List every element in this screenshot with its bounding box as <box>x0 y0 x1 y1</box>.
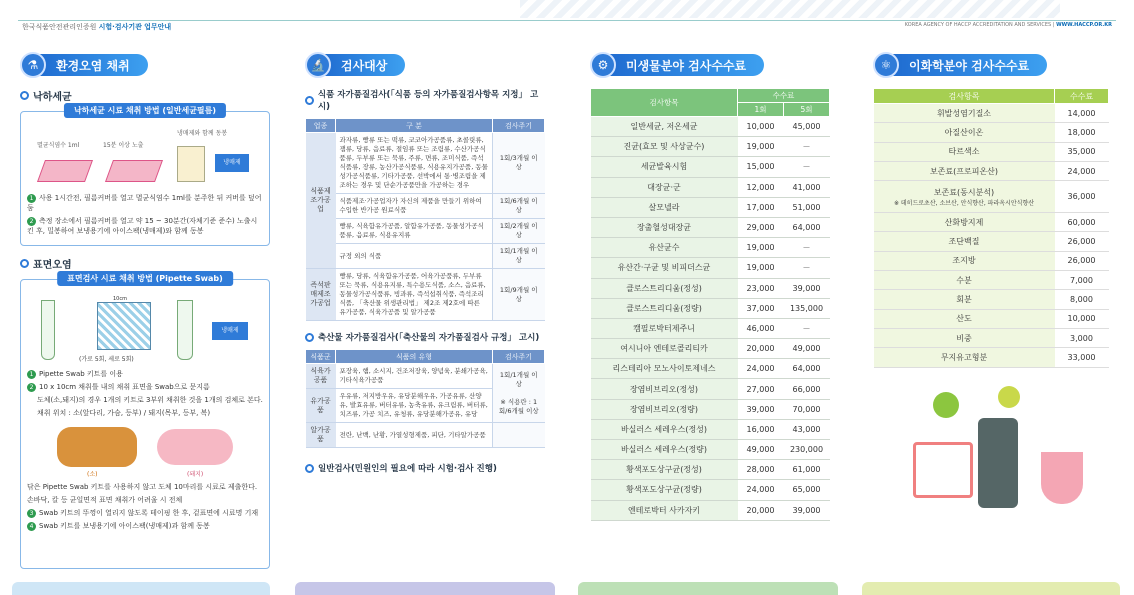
chem-item: 휘발성염기질소 <box>874 104 1055 123</box>
film-1 <box>37 160 93 182</box>
micro-row <box>591 258 830 278</box>
chem-row <box>874 142 1109 161</box>
livestock-test-heading: 축산물 자가품질검사(「축산물의 자가품질검사 규정」 고시) <box>305 331 545 343</box>
chem-row <box>874 213 1109 232</box>
ice-pack-icon: 냉매제 <box>215 154 249 172</box>
micro-fee: 24,000 <box>738 480 784 500</box>
micro-item: 바실러스 세레우스(정량) <box>591 440 738 460</box>
chem-row <box>874 104 1109 123</box>
micro-row <box>591 440 830 460</box>
micro-fee: 64,000 <box>784 217 830 237</box>
chem-fee: 33,000 <box>1055 348 1109 367</box>
food-types: 과자류, 빵류 또는 떡류, 코코아가공품류, 초콜릿류, 잼류, 당류, 음료류, 절임류 또는 조림류, 수산가공식품류, 두부류 또는 묵류, 주류, 면류, 조미식품, 즉석식품류, 장류, 농산가공식품류, 식용유지가공품, 동물성가공식품류, 기타가공품, 선박에서 통·병조림을 제조하는 경우 및 단순가공품만을 가공하는 경우 <box>336 133 493 194</box>
micro-item: 장염비브리오(정성) <box>591 379 738 399</box>
chem-row <box>874 348 1109 367</box>
chem-fee: 26,000 <box>1055 251 1109 270</box>
micro-fee: 39,000 <box>738 399 784 419</box>
test-tube-rack-icon <box>913 442 973 498</box>
micro-row <box>591 278 830 298</box>
micro-item: 장출혈성대장균 <box>591 217 738 237</box>
swab-ice-pack: 냉매제 <box>212 322 248 340</box>
micro-fee: 230,000 <box>784 440 830 460</box>
micro-fee: － <box>784 258 830 278</box>
micro-item: 진균(효모 및 사상균수) <box>591 137 738 157</box>
micro-fee: 27,000 <box>738 379 784 399</box>
target-section-title <box>305 52 545 78</box>
micro-fee: 37,000 <box>738 298 784 318</box>
chem-fee: 24,000 <box>1055 161 1109 180</box>
chem-row <box>874 251 1109 270</box>
film-2 <box>105 160 163 182</box>
micro-fee: 12,000 <box>738 177 784 197</box>
food-types: 규정 외의 식품 <box>336 244 493 269</box>
chem-item: 아질산이온 <box>874 123 1055 142</box>
micro-fee: 20,000 <box>738 500 784 520</box>
micro-fee: 65,000 <box>784 480 830 500</box>
surface-box-label: 표면검사 시료 채취 방법 (Pipette Swab) <box>57 271 233 286</box>
micro-item: 살모넬라 <box>591 197 738 217</box>
micro-fee: 41,000 <box>784 177 830 197</box>
micro-fee: 66,000 <box>784 379 830 399</box>
micro-column <box>590 52 830 572</box>
food-row <box>306 194 545 219</box>
micro-fee: 70,000 <box>784 399 830 419</box>
chem-fee: 35,000 <box>1055 142 1109 161</box>
falling-bacteria-box-label: 낙하세균 시료 채취 방법 (일반세균필름) <box>64 103 226 118</box>
pig-icon <box>157 429 233 465</box>
micro-row <box>591 480 830 500</box>
molecule-icon: ⚛ <box>873 52 899 78</box>
falling-note-2: 2 측정 장소에서 필름커버를 열고 약 15 ~ 30분간(자체기준 준수) 노출시킨 후, 밀봉하여 보냉용기에 아이스팩(냉매제)와 함께 동봉 <box>27 217 258 235</box>
animal-illustration: (소) (돼지) <box>27 421 263 479</box>
micro-row <box>591 177 830 197</box>
surface-note-7: 3 Swab 키트의 뚜껑이 열리지 않도록 테이핑 한 후, 겉표면에 시료명 기재 <box>27 508 263 518</box>
surface-note-5: 닦은 Pipette Swab 키트를 사용하지 않고 도체 10마리를 시료로 제출한다. <box>27 483 258 491</box>
chem-fee: 3,000 <box>1055 328 1109 347</box>
micro-fee: 10,000 <box>738 117 784 137</box>
micro-row <box>591 197 830 217</box>
micro-item: 엔테로박터 사카자키 <box>591 500 738 520</box>
micro-row <box>591 379 830 399</box>
chem-row <box>874 161 1109 180</box>
micro-item: 장염비브리오(정량) <box>591 399 738 419</box>
bacteria-icon: ⚙ <box>590 52 616 78</box>
micro-fee: 49,000 <box>738 440 784 460</box>
micro-item: 유산간·구균 및 비피더스균 <box>591 258 738 278</box>
flask-icon <box>1041 452 1083 504</box>
food-row <box>306 133 545 194</box>
micro-row <box>591 339 830 359</box>
micro-item: 유산균수 <box>591 238 738 258</box>
chem-item: 무지유고형분 <box>874 348 1055 367</box>
footer-tab-4 <box>862 582 1120 595</box>
micro-fee: 51,000 <box>784 197 830 217</box>
micro-fee: 19,000 <box>738 238 784 258</box>
micro-item: 일반세균, 저온세균 <box>591 117 738 137</box>
micro-fee: 46,000 <box>738 318 784 338</box>
chem-fee: 36,000 <box>1055 181 1109 213</box>
chem-fee: 7,000 <box>1055 271 1109 290</box>
micro-fee: 23,000 <box>738 278 784 298</box>
chem-title: 이화학분야 검사수수료 <box>889 54 1047 76</box>
micro-fee: 39,000 <box>784 278 830 298</box>
general-test-heading: 일반검사(민원인의 필요에 따라 시험·검사 진행) <box>305 462 545 474</box>
chem-note: ※ 데히드로초산, 소브산, 안식향산, 파라옥시안식향산 <box>893 199 1035 207</box>
germ-icon <box>933 392 959 418</box>
micro-row <box>591 318 830 338</box>
micro-fee: 24,000 <box>738 359 784 379</box>
micro-item: 클로스트리디움(정량) <box>591 298 738 318</box>
micro-fee-table: 검사항목 수수료 1회 5회 일반세균, 저온세균 10,000 45,000 진균(효모 및 사상균수) 19,000 － 세균발육시험 15,000 － 대장균·군 12,000 41,000 살모넬라 17,000 51,000 장출혈성대장균 29,000 64,000 유산균수 19,000 － 유산간·구균 및 비피더스균 19,000 － 클로스트리디움(정성) 23,000 39,000 클로스트리디움(정량) 37,000 135,000 캠필로박터제주니 46,000 － 여시니아 엔테로콜리티카 20,000 49,000 리스테리아 모노사이토제네스 24,000 64,000 장염비브리오(정성) 27,000 66,000 장염비브리오(정량) 39,000 70,000 바실러스 세레우스(정성) 16,000 43,000 바실러스 세레우스(정량) 49,000 230,000 황색포도상구균(정성) 28,000 61,000 황색포도상구균(정량) 24,000 65,000 엔테로박터 사카자키 20,000 39,000 <box>590 88 830 521</box>
micro-row <box>591 500 830 520</box>
micro-fee: － <box>784 318 830 338</box>
micro-fee: － <box>784 238 830 258</box>
food-period: 1회/1개월 이상 <box>493 244 545 269</box>
micro-fee: 61,000 <box>784 460 830 480</box>
micro-item: 바실러스 세레우스(정성) <box>591 419 738 439</box>
target-column <box>305 52 545 572</box>
header-org: 한국식품안전관리인증원 시험·검사기관 업무안내 <box>22 23 172 31</box>
swab-illustration: 10cm (가로 5회, 세로 5회) 냉매제 <box>27 296 263 366</box>
micro-title: 미생물분야 검사수수료 <box>606 54 764 76</box>
surface-note-4: 채취 위치 : 소(앞다리, 가슴, 등부) / 돼지(목부, 등부, 복) <box>37 409 211 417</box>
food-row <box>306 219 545 244</box>
livestock-test-table: 식품군 식품의 유형 검사주기 식육가공품 포장육, 햄, 소시지, 건조저장육, 양념육, 분쇄가공육, 기타식육가공품 1회/1개월 이상 ※ 식용란 : 1회/6개월 이상 유가공품 우유류, 저지방우유, 유당분해우유, 가공유류, 산양유, 발효유류, 버터유류, 농축유류, 유크림류, 버터류, 치즈류, 가공 치즈, 유청류, 유당분해가공유, 유당 알가공품 전란, 난백, 난황, 가열성형제품, 피단, 기타알가공품 <box>305 349 545 448</box>
micro-section-title <box>590 52 830 78</box>
surface-heading: 표면오염 <box>20 256 270 271</box>
food-types: 빵류, 식육함유가공품, 알함유가공품, 동물성가공식품류, 음료류, 식용유지류 <box>336 219 493 244</box>
chem-row <box>874 123 1109 142</box>
food-types: 빵류, 당류, 식육함유가공품, 어육가공품류, 두부류 또는 묵류, 식용유지류, 특수용도식품, 소스, 음료류, 동물성가공식품류, 빙과류, 즉석섭취식품, 즉석조리식품, 「축산물 위생관리법」 제2조 제2호에 따른 유가공품, 식육가공품 및 알가공품 <box>336 269 493 321</box>
chem-item: 비중 <box>874 328 1055 347</box>
chem-item: 수분 <box>874 271 1055 290</box>
micro-fee: － <box>784 137 830 157</box>
cooler-box <box>177 146 205 182</box>
micro-fee: － <box>784 157 830 177</box>
chem-row <box>874 271 1109 290</box>
micro-item: 리스테리아 모노사이토제네스 <box>591 359 738 379</box>
micro-item: 클로스트리디움(정성) <box>591 278 738 298</box>
chem-item: 보존료(동시분석) ※ 데히드로초산, 소브산, 안식향산, 파라옥시안식향산 <box>874 181 1055 213</box>
food-row <box>306 244 545 269</box>
swab-tube-1 <box>41 300 55 360</box>
surface-note-8: 4 Swab 키트를 보냉용기에 아이스팩(냉매제)과 함께 동봉 <box>27 521 263 531</box>
micro-row <box>591 157 830 177</box>
falling-bacteria-box <box>20 106 270 246</box>
food-test-heading: 식품 자가품질검사(「식품 등의 자가품질검사항목 지정」 고시) <box>305 88 545 112</box>
micro-row <box>591 238 830 258</box>
micro-fee: 19,000 <box>738 137 784 157</box>
micro-fee: 28,000 <box>738 460 784 480</box>
chem-item: 산화방지제 <box>874 213 1055 232</box>
footer-tab-2 <box>295 582 555 595</box>
chem-fee: 14,000 <box>1055 104 1109 123</box>
surface-note-3: 도체(소,돼지)의 경우 1개의 키트로 3부위 채취한 것을 1개의 검체로 본다. <box>37 396 263 404</box>
surface-box <box>20 274 270 569</box>
surface-note-2: 2 10 x 10cm 채취틀 내의 채취 표면을 Swab으로 문지름 <box>27 382 263 392</box>
food-row <box>306 269 545 321</box>
micro-fee: 19,000 <box>738 258 784 278</box>
header-stripe <box>520 0 1060 18</box>
chem-item: 회분 <box>874 290 1055 309</box>
micro-row <box>591 399 830 419</box>
micro-row <box>591 117 830 137</box>
chem-item: 조단백질 <box>874 232 1055 251</box>
micro-fee: 20,000 <box>738 339 784 359</box>
food-period: 1회/3개월 이상 <box>493 133 545 194</box>
chem-section-title <box>873 52 1109 78</box>
micro-row <box>591 419 830 439</box>
target-title: 검사대상 <box>321 54 405 76</box>
microscope-icon: 🔬 <box>305 52 331 78</box>
micro-fee: 39,000 <box>784 500 830 520</box>
chem-row <box>874 181 1109 213</box>
chem-fee: 8,000 <box>1055 290 1109 309</box>
header-right: KOREA AGENCY OF HACCP ACCREDITATION AND SERVICES | WWW.HACCP.OR.KR <box>904 22 1112 28</box>
cow-icon <box>57 427 137 467</box>
falling-bacteria-heading: 낙하세균 <box>20 88 270 103</box>
micro-item: 황색포도상구균(정량) <box>591 480 738 500</box>
micro-item: 황색포도상구균(정성) <box>591 460 738 480</box>
micro-row <box>591 217 830 237</box>
footer-tab-3 <box>578 582 838 595</box>
micro-row <box>591 460 830 480</box>
microscope-illustration <box>978 418 1018 508</box>
micro-fee: 49,000 <box>784 339 830 359</box>
env-column <box>20 52 270 572</box>
chem-row <box>874 309 1109 328</box>
chem-fee: 18,000 <box>1055 123 1109 142</box>
header-rule <box>18 20 1116 21</box>
falling-note-1: 1 사용 1시간전, 필름커버를 열고 멸균식염수 1ml를 분주한 뒤 커버를 덮어둠 <box>27 194 262 212</box>
env-title: 환경오염 채취 <box>36 54 148 76</box>
chem-item: 조지방 <box>874 251 1055 270</box>
chem-row <box>874 328 1109 347</box>
film-illustration: 멸균식염수 1ml 15분 이상 노출 냉매제와 함께 동봉 냉매제 <box>27 128 263 190</box>
chem-row <box>874 290 1109 309</box>
food-category: 식품제조가공업 <box>306 133 336 269</box>
chem-fee: 60,000 <box>1055 213 1109 232</box>
micro-item: 대장균·군 <box>591 177 738 197</box>
swab-grid <box>97 302 151 350</box>
micro-row <box>591 298 830 318</box>
micro-fee: 45,000 <box>784 117 830 137</box>
micro-row <box>591 359 830 379</box>
chem-item: 타르색소 <box>874 142 1055 161</box>
micro-fee: 16,000 <box>738 419 784 439</box>
chem-fee-table: 검사항목 수수료 휘발성염기질소 14,000 아질산이온 18,000 타르색소 35,000 보존료(프로피온산) 24,000 보존료(동시분석) ※ 데히드로초산, 소브산, 안식향산, 파라옥시안식향산 36,000 산화방지제 60,000 조단백질 26,000 조지방 26,000 수분 7,000 회분 8,000 산도 10,000 비중 3,000 무지유고형분 33,000 <box>873 88 1109 368</box>
food-period: 1회/9개월 이상 <box>493 269 545 321</box>
micro-fee: 17,000 <box>738 197 784 217</box>
food-category: 즉석판매제조가공업 <box>306 269 336 321</box>
chem-item: 보존료(프로피온산) <box>874 161 1055 180</box>
lab-illustration <box>873 382 1109 522</box>
micro-fee: 15,000 <box>738 157 784 177</box>
chem-column <box>873 52 1109 572</box>
footer-tab-1 <box>12 582 270 595</box>
micro-fee: 29,000 <box>738 217 784 237</box>
env-section-title <box>20 52 270 78</box>
micro-item: 세균발육시험 <box>591 157 738 177</box>
micro-fee: 64,000 <box>784 359 830 379</box>
micro-fee: 135,000 <box>784 298 830 318</box>
chem-item: 산도 <box>874 309 1055 328</box>
chem-fee: 26,000 <box>1055 232 1109 251</box>
germ-icon-2 <box>998 386 1020 408</box>
micro-item: 캠필로박터제주니 <box>591 318 738 338</box>
chem-fee: 10,000 <box>1055 309 1109 328</box>
surface-note-6: 손바닥, 칼 등 균일면적 표면 채취가 어려울 시 전체 <box>27 496 183 504</box>
food-period: 1회/6개월 이상 <box>493 194 545 219</box>
chem-row <box>874 232 1109 251</box>
swab-tube-2 <box>177 300 193 360</box>
micro-row <box>591 137 830 157</box>
food-types: 식품제조·가공업자가 자신의 제품을 만들기 위하여 수입한 반가공 원료식품 <box>336 194 493 219</box>
food-period: 1회/2개월 이상 <box>493 219 545 244</box>
micro-item: 여시니아 엔테로콜리티카 <box>591 339 738 359</box>
micro-fee: 43,000 <box>784 419 830 439</box>
food-test-table: 업종 구 분 검사주기 식품제조가공업 과자류, 빵류 또는 떡류, 코코아가공품류, 초콜릿류, 잼류, 당류, 음료류, 절임류 또는 조림류, 수산가공식품류, 두부류 또는 묵류, 주류, 면류, 조미식품, 즉석식품류, 장류, 농산가공식품류, 식용유지가공품, 동물성가공식품류, 기타가공품, 선박에서 통·병조림을 제조하는 경우 및 단순가공품만을 가공하는 경우 1회/3개월 이상 식품제조·가공업자가 자신의 제품을 만들기 위하여 수입한 반가공 원료식품 1회/6개월 이상 빵류, 식육함유가공품, 알함유가공품, 동물성가공식품류, 음료류, 식용유지류 1회/2개월 이상 규정 외의 식품 1회/1개월 이상 즉석판매제조가공업 빵류, 당류, 식육함유가공품, 어육가공품류, 두부류 또는 묵류, 식용유지류, 특수용도식품, 소스, 음료류, 동물성가공식품류, 빙과류, 즉석섭취식품, 즉석조리식품, 「축산물 위생관리법」 제2조 제2호에 따른 유가공품, 식육가공품 및 알가공품 1회/9개월 이상 <box>305 118 545 321</box>
test-tube-icon: ⚗ <box>20 52 46 78</box>
surface-note-1: 1 Pipette Swab 키트를 이용 <box>27 369 263 379</box>
